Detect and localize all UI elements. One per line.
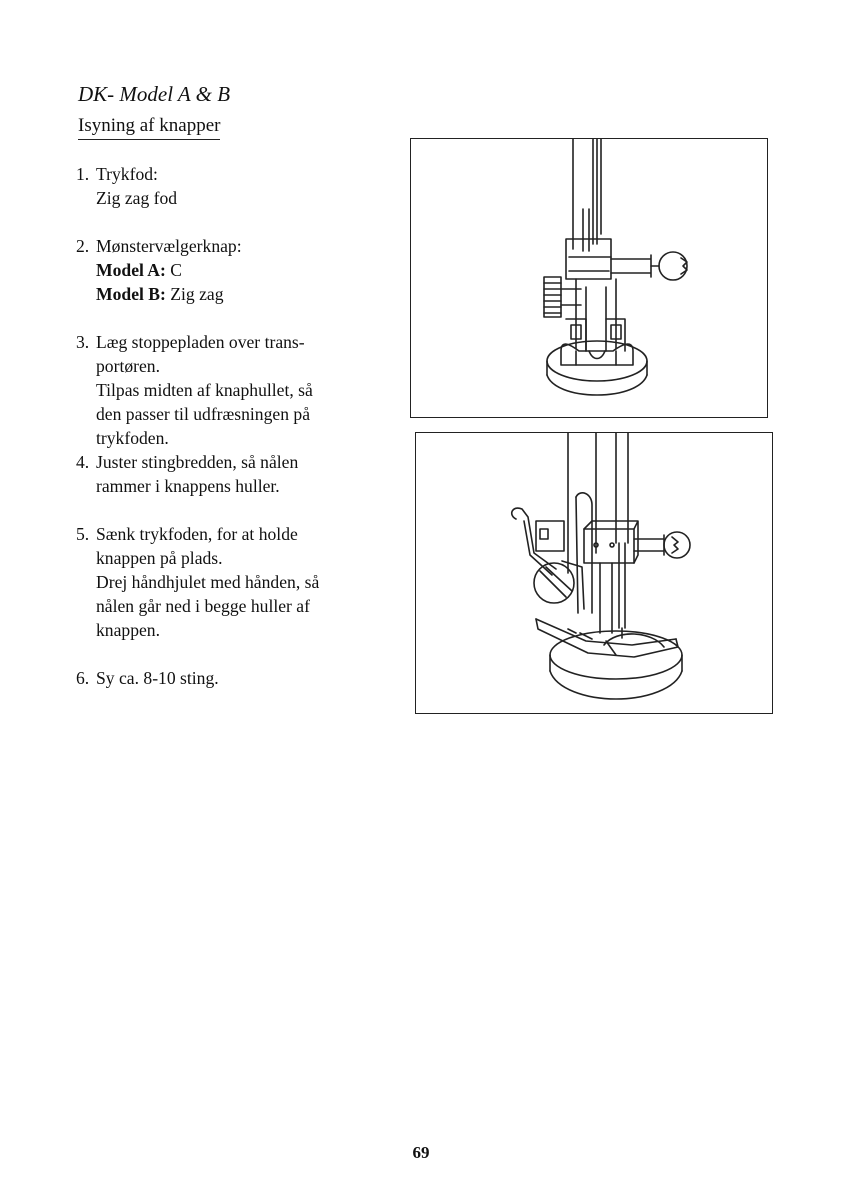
step-number: 3. xyxy=(76,332,90,352)
step-text: Sy ca. 8-10 sting. xyxy=(96,668,219,688)
instruction-list xyxy=(76,162,376,690)
step-1 xyxy=(76,162,376,210)
page-number: 69 xyxy=(412,1143,430,1162)
step-number: 4. xyxy=(76,452,90,472)
step-3 xyxy=(76,330,376,450)
model-b-value: Zig zag xyxy=(165,284,224,304)
step-text: rammer i knappens huller. xyxy=(96,476,280,496)
presser-foot-front-illustration xyxy=(411,139,767,417)
figure-presser-foot-front xyxy=(410,138,768,418)
model-heading: DK- Model A & B xyxy=(78,82,231,106)
step-text: knappen. xyxy=(96,620,161,640)
model-a-value: C xyxy=(165,260,183,280)
step-text: Trykfod: xyxy=(96,164,158,184)
model-b-setting xyxy=(96,282,376,306)
step-text: Sænk trykfoden, for at holde xyxy=(96,524,298,544)
model-a-label: Model A: xyxy=(96,260,166,280)
step-text: portøren. xyxy=(96,356,161,376)
step-text: den passer til udfræsningen på xyxy=(96,404,311,424)
step-6 xyxy=(76,666,376,690)
model-a-setting xyxy=(96,258,376,282)
step-text: Læg stoppepladen over trans- xyxy=(96,332,305,352)
step-text: Drej håndhjulet med hånden, så xyxy=(96,572,320,592)
section-title: Isyning af knapper xyxy=(78,115,220,140)
step-text: Tilpas midten af knaphullet, så xyxy=(96,380,313,400)
step-number: 5. xyxy=(76,524,90,544)
figure-presser-foot-perspective xyxy=(415,432,773,714)
step-4 xyxy=(76,450,376,498)
presser-foot-perspective-illustration xyxy=(416,433,772,713)
step-text: trykfoden. xyxy=(96,428,169,448)
step-text: Juster stingbredden, så nålen xyxy=(96,452,299,472)
step-5 xyxy=(76,522,376,642)
step-number: 1. xyxy=(76,164,90,184)
step-text: Mønstervælgerknap: xyxy=(96,236,242,256)
model-b-label: Model B: xyxy=(96,284,166,304)
step-text: Zig zag fod xyxy=(96,188,178,208)
step-number: 6. xyxy=(76,668,90,688)
step-number: 2. xyxy=(76,236,90,256)
step-text: knappen på plads. xyxy=(96,548,223,568)
step-2 xyxy=(76,234,376,306)
step-text: nålen går ned i begge huller af xyxy=(96,596,310,616)
